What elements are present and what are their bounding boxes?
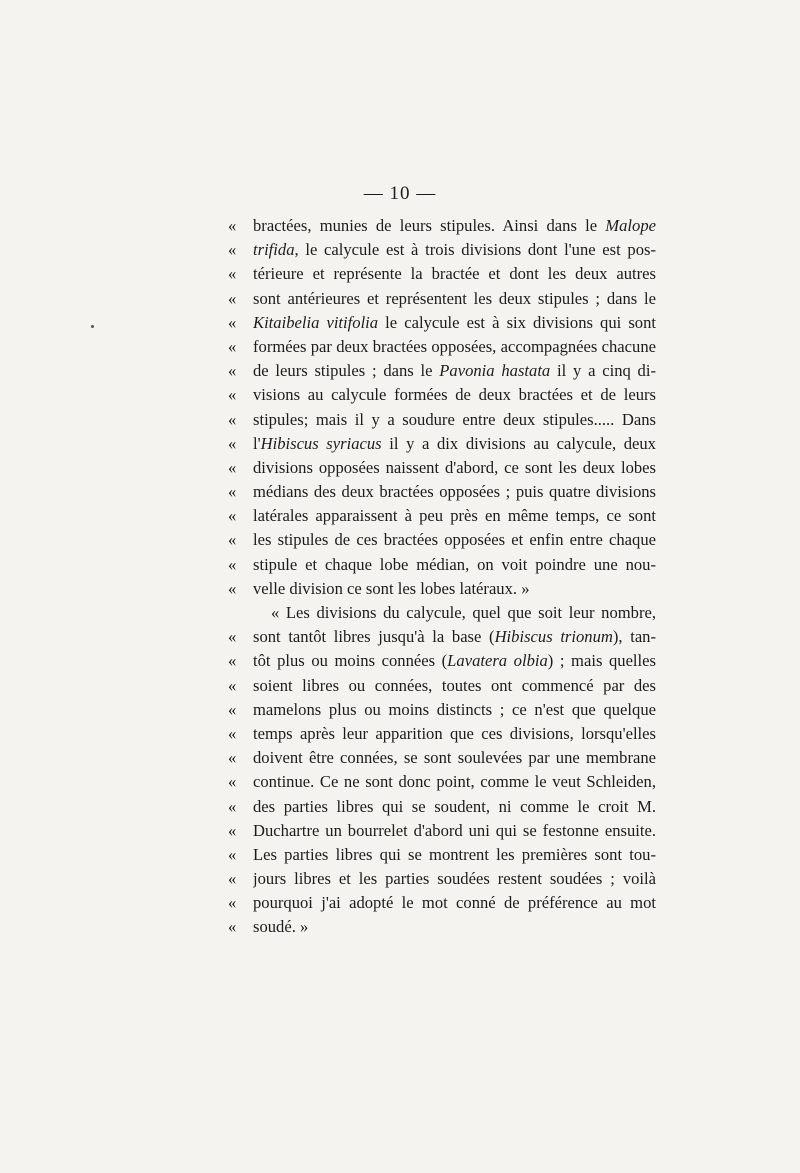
text-line <box>228 649 656 673</box>
text-segment: térieure et représente la bractée et dont les deux autres <box>253 264 656 284</box>
text-segment: il y a cinq di- <box>550 361 656 381</box>
line-text <box>253 746 656 770</box>
text-line <box>228 287 656 311</box>
quote-mark: « <box>228 627 237 647</box>
text-line <box>228 311 656 335</box>
text-segment: velle division ce sont les lobes latéraux. » <box>253 578 530 598</box>
quote-mark: « <box>228 361 237 381</box>
line-text <box>253 553 656 577</box>
line-text <box>253 311 656 335</box>
quote-mark: « <box>228 530 237 550</box>
text-line <box>228 625 656 649</box>
text-line <box>228 335 656 359</box>
page-number: — 10 — <box>363 183 437 204</box>
quote-mark: « <box>228 216 237 235</box>
line-text <box>253 649 656 673</box>
text-segment: bractées, munies de leurs stipules. Ainsi dans le <box>253 216 606 235</box>
line-text <box>253 770 656 794</box>
quote-mark: « <box>228 288 237 308</box>
text-line <box>228 601 656 625</box>
line-text <box>253 359 656 383</box>
quote-mark: « <box>228 844 237 864</box>
text-line <box>228 262 656 286</box>
quote-mark: « <box>228 336 237 356</box>
line-text <box>253 577 656 601</box>
text-line <box>228 456 656 480</box>
text-line <box>228 408 656 432</box>
text-line <box>228 359 656 383</box>
quote-mark: « <box>228 893 237 913</box>
quote-mark: « <box>228 748 237 768</box>
text-segment: pourquoi j'ai adopté le mot conné de préférence au mot <box>253 893 656 913</box>
line-text <box>253 625 656 649</box>
quote-mark: « <box>228 651 237 671</box>
italic-term: Hibiscus trionum <box>494 627 613 647</box>
text-line <box>228 504 656 528</box>
text-segment: ) ; mais quelles <box>547 651 656 671</box>
margin-speck <box>91 325 94 328</box>
text-line <box>228 214 656 238</box>
text-segment: Duchartre un bourrelet d'abord uni qui se festonne ensuite. <box>253 820 656 840</box>
text-segment: tôt plus ou moins connées ( <box>253 651 448 671</box>
text-segment: temps après leur apparition que ces divisions, lorsqu'elles <box>253 723 656 743</box>
text-line <box>228 891 656 915</box>
text-line <box>228 915 656 939</box>
text-line <box>228 238 656 262</box>
quote-mark: « <box>228 457 237 477</box>
quote-mark: « <box>228 554 237 574</box>
text-line <box>228 819 656 843</box>
quote-mark: « <box>228 312 237 332</box>
quote-mark: « <box>228 240 237 260</box>
line-text <box>253 335 656 359</box>
italic-term: Hibiscus syriacus <box>260 433 382 453</box>
text-segment: soient libres ou connées, toutes ont commencé par des <box>253 675 656 695</box>
text-segment: latérales apparaissent à peu près en même temps, ce sont <box>253 506 656 526</box>
quote-mark: « <box>228 433 237 453</box>
text-segment: il y a dix divisions au calycule, deux <box>381 433 656 453</box>
text-line <box>228 528 656 552</box>
text-segment: de leurs stipules ; dans le <box>253 361 440 381</box>
text-segment: soudé. » <box>253 917 309 937</box>
text-segment: doivent être connées, se sont soulevées par une membrane <box>253 748 656 768</box>
text-segment: les stipules de ces bractées opposées et enfin entre chaque <box>253 530 656 550</box>
text-segment: des parties libres qui se soudent, ni comme le croit M. <box>253 796 656 816</box>
quote-mark: « <box>228 578 237 598</box>
line-text <box>253 795 656 819</box>
line-text <box>253 843 656 867</box>
quote-mark: « <box>228 409 237 429</box>
text-line <box>228 722 656 746</box>
text-segment: le calycule est à six divisions qui sont <box>378 312 656 332</box>
quote-mark: « <box>228 675 237 695</box>
quote-mark: « <box>228 264 237 284</box>
italic-term: Kitaibelia vitifolia <box>253 312 379 332</box>
quote-mark: « <box>228 723 237 743</box>
line-text <box>253 432 656 456</box>
line-text <box>253 262 656 286</box>
line-text <box>253 504 656 528</box>
line-text <box>253 528 656 552</box>
quote-mark: « <box>228 772 237 792</box>
text-line <box>228 843 656 867</box>
text-line <box>228 795 656 819</box>
italic-term: Malope <box>605 216 656 235</box>
italic-term: Pavonia hastata <box>439 361 551 381</box>
italic-term: trifida <box>253 240 295 260</box>
quote-mark: « <box>228 699 237 719</box>
quote-mark: « <box>228 482 237 502</box>
text-line <box>228 867 656 891</box>
text-segment: visions au calycule formées de deux bractées et de leurs <box>253 385 656 405</box>
text-line <box>228 432 656 456</box>
text-segment: stipule et chaque lobe médian, on voit poindre une nou- <box>253 554 656 574</box>
quote-mark: « <box>228 796 237 816</box>
line-text <box>253 408 656 432</box>
text-segment: stipules; mais il y a soudure entre deux stipules..... Dans <box>253 409 656 429</box>
text-segment: , le calycule est à trois divisions dont l'une est pos- <box>294 240 656 260</box>
text-line <box>228 577 656 601</box>
text-segment: « Les divisions du calycule, quel que soit leur nombre, <box>271 603 656 622</box>
text-segment: formées par deux bractées opposées, accompagnées chacune <box>253 336 656 356</box>
text-segment: médians des deux bractées opposées ; puis quatre divisions <box>253 482 656 502</box>
text-line <box>228 674 656 698</box>
line-text <box>253 214 656 238</box>
line-text <box>253 480 656 504</box>
text-segment: jours libres et les parties soudées restent soudées ; voilà <box>253 869 656 889</box>
text-segment: mamelons plus ou moins distincts ; ce n'est que quelque <box>253 699 656 719</box>
text-line <box>228 698 656 722</box>
italic-term: Lavatera olbia <box>447 651 548 671</box>
line-text <box>253 915 656 939</box>
line-text <box>253 287 656 311</box>
line-text <box>253 867 656 891</box>
text-line <box>228 383 656 407</box>
line-text <box>253 819 656 843</box>
quote-mark: « <box>228 820 237 840</box>
quote-mark: « <box>228 917 237 937</box>
text-segment: continue. Ce ne sont donc point, comme le veut Schleiden, <box>253 772 656 792</box>
quote-mark: « <box>228 385 237 405</box>
text-line <box>228 746 656 770</box>
quote-mark <box>228 601 253 625</box>
line-text <box>253 601 656 625</box>
line-text <box>253 722 656 746</box>
text-segment: l' <box>253 433 261 453</box>
text-segment: sont tantôt libres jusqu'à la base ( <box>253 627 495 647</box>
quote-mark: « <box>228 506 237 526</box>
quote-mark: « <box>228 869 237 889</box>
text-segment: Les parties libres qui se montrent les premières sont tou- <box>253 844 656 864</box>
text-line <box>228 480 656 504</box>
line-text <box>253 698 656 722</box>
line-text <box>253 674 656 698</box>
text-segment: ), tan- <box>612 627 656 647</box>
line-text <box>253 891 656 915</box>
line-text <box>253 238 656 262</box>
text-line <box>228 553 656 577</box>
text-block <box>228 214 656 940</box>
text-segment: divisions opposées naissent d'abord, ce sont les deux lobes <box>253 457 656 477</box>
line-text <box>253 383 656 407</box>
line-text <box>253 456 656 480</box>
text-line <box>228 770 656 794</box>
text-segment: sont antérieures et représentent les deux stipules ; dans le <box>253 288 656 308</box>
